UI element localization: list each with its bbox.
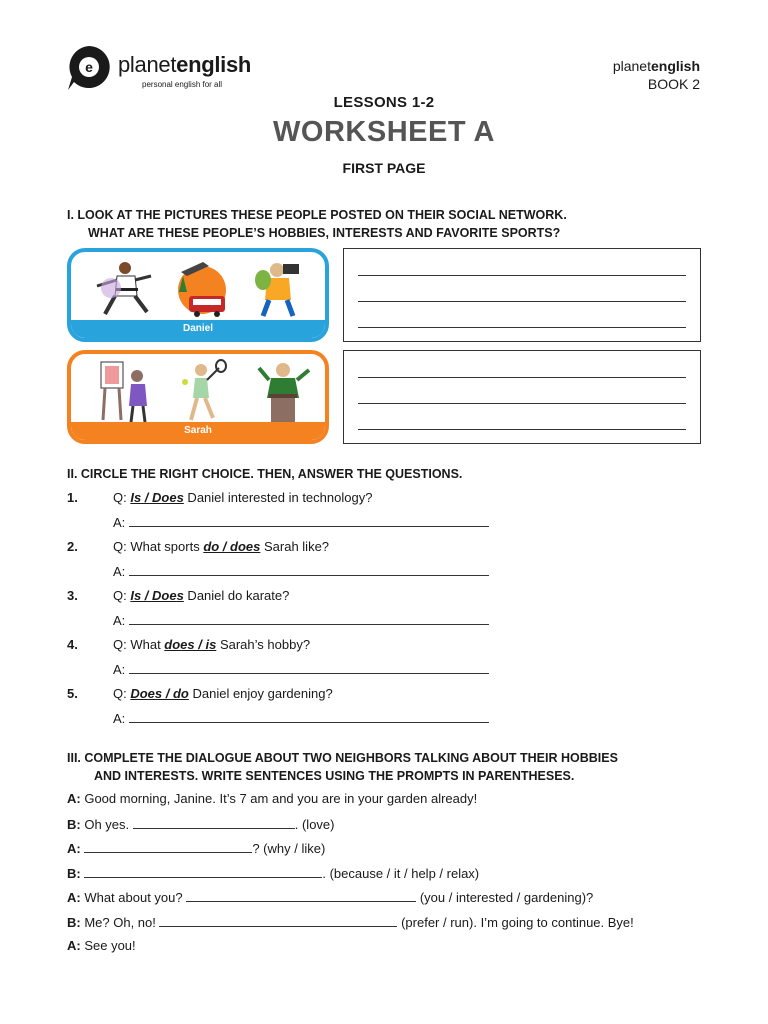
dialogue-line-3: A: ? (why / like) [67,841,326,856]
answer-5: A: [113,710,489,726]
answer-blank[interactable] [129,661,489,674]
section3-title: III. COMPLETE THE DIALOGUE ABOUT TWO NEIGHBORS TALKING ABOUT THEIR HOBBIES AND INTERESTS. WRITE SENTENCES USING THE PROMPTS IN PARENTHESES. [67,751,618,783]
page-subtitle: FIRST PAGE [342,160,426,176]
logo-pin-icon [66,44,112,90]
dialogue-line-1: A: Good morning, Janine. It’s 7 am and you are in your garden already! [67,791,478,806]
karate-picture-icon [91,258,157,320]
question-1-text: Q: Is / Does Daniel interested in technology? [113,490,373,505]
photography-picture-icon [253,258,313,320]
answer-line[interactable] [358,301,686,302]
dialogue-blank[interactable] [133,816,295,829]
section1-title: I. LOOK AT THE PICTURES THESE PEOPLE POSTED ON THEIR SOCIAL NETWORK. WHAT ARE THESE PEOPLE’S HOBBIES, INTERESTS AND FAVORITE SPORTS? [67,208,567,240]
answer-1: A: [113,514,489,530]
daniel-name-bar: Daniel [71,320,325,338]
book-number: BOOK 2 [647,76,700,92]
question-3: 3. [67,588,78,603]
painting-picture-icon [95,358,157,424]
tennis-picture-icon [179,358,229,424]
answer-blank[interactable] [129,710,489,723]
dialogue-blank[interactable] [84,840,252,853]
dialogue-line-6: B: Me? Oh, no! (prefer / run). I’m going to continue. Bye! [67,915,634,930]
dialogue-line-7: A: See you! [67,938,136,953]
daniel-answer-box [343,248,701,342]
answer-blank[interactable] [129,563,489,576]
answer-line[interactable] [358,429,686,430]
sarah-panel [67,350,329,444]
question-4-text: Q: What does / is Sarah’s hobby? [113,637,311,652]
answer-line[interactable] [358,377,686,378]
question-5: 5. [67,686,78,701]
travel-picture-icon [169,256,235,320]
answer-4: A: [113,661,489,677]
choice-option[interactable]: Is / Does [130,588,184,603]
choice-option[interactable]: does / is [164,637,217,652]
answer-line[interactable] [358,403,686,404]
question-5-text: Q: Does / do Daniel enjoy gardening? [113,686,333,701]
page-title: WORKSHEET A [273,116,495,148]
answer-line[interactable] [358,327,686,328]
answer-3: A: [113,612,489,628]
planetenglish-logo [66,44,266,94]
question-3-text: Q: Is / Does Daniel do karate? [113,588,290,603]
logo-tagline: personal english for all [142,80,223,89]
dialogue-blank[interactable] [159,914,397,927]
daniel-panel [67,248,329,342]
answer-line[interactable] [358,275,686,276]
dialogue-blank[interactable] [84,865,322,878]
brand-name: planetenglish [612,58,700,74]
dialogue-line-5: A: What about you? (you / interested / gardening)? [67,890,594,905]
book-badge [613,57,700,93]
question-4: 4. [67,637,78,652]
dialogue-blank[interactable] [186,889,416,902]
dialogue-line-4: B: . (because / it / help / relax) [67,866,480,881]
dialogue-line-2: B: Oh yes. . (love) [67,817,335,832]
logo-wordmark: planetenglish [118,52,252,77]
answer-2: A: [113,563,489,579]
choice-option[interactable]: Is / Does [130,490,184,505]
public-speaking-picture-icon [257,358,313,424]
question-1: 1. [67,490,78,505]
sarah-answer-box [343,350,701,444]
answer-blank[interactable] [129,612,489,625]
sarah-name-bar: Sarah [71,422,325,440]
choice-option[interactable]: Does / do [130,686,189,701]
section2-title: II. CIRCLE THE RIGHT CHOICE. THEN, ANSWER THE QUESTIONS. [67,467,463,481]
choice-option[interactable]: do / does [203,539,261,554]
question-2: 2. [67,539,78,554]
answer-blank[interactable] [129,514,489,527]
svg-text:e: e [85,59,93,75]
lessons-heading: LESSONS 1-2 [333,94,435,111]
question-2-text: Q: What sports do / does Sarah like? [113,539,330,554]
